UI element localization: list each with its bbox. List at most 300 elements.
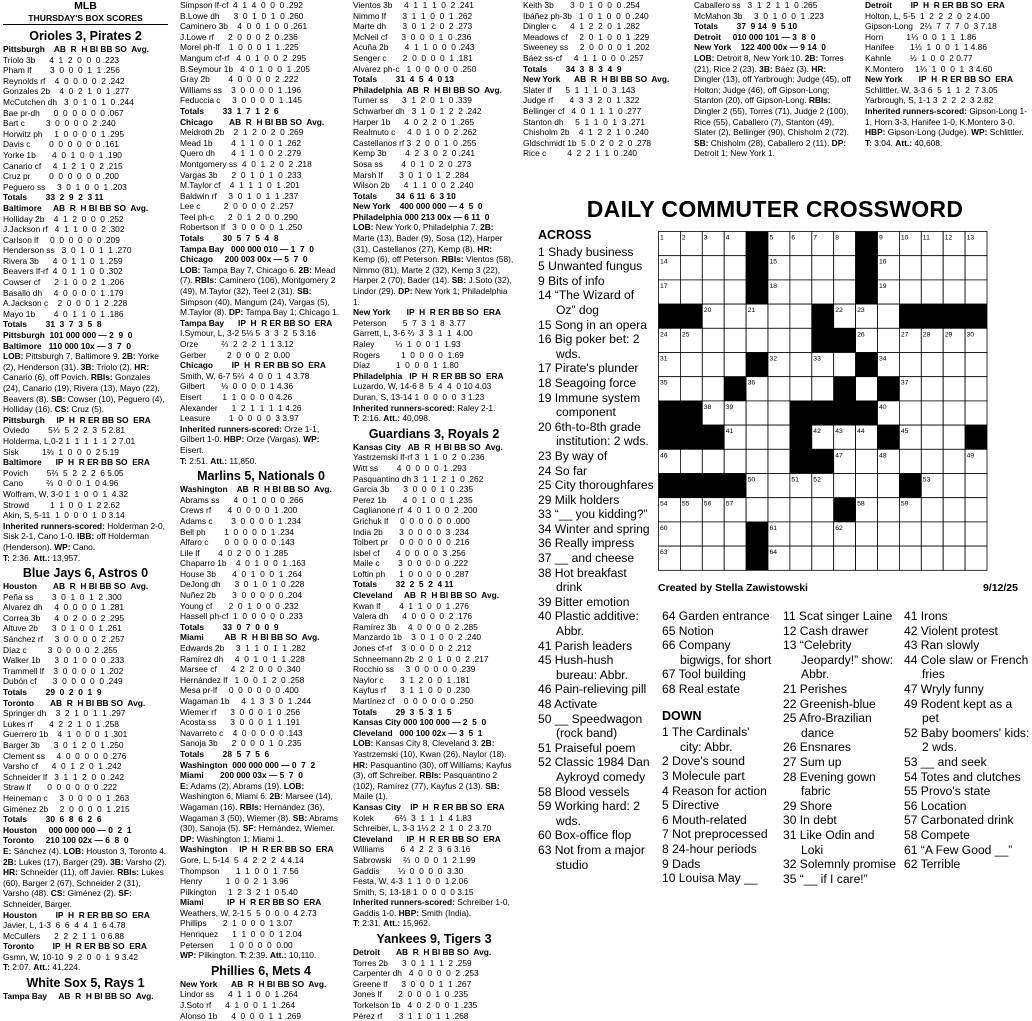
grid-cell[interactable]	[921, 546, 943, 570]
down-list	[662, 725, 774, 886]
grid-cell[interactable]	[768, 377, 790, 401]
box-column-1	[3, 26, 168, 1002]
box-line: Cruz pr 0 0 0 0 0 0 .200	[3, 171, 119, 182]
across-clue: 51 Praiseful poem	[538, 740, 636, 755]
across-clue: 5 Unwanted fungus	[538, 259, 643, 274]
cell-number: 50	[747, 476, 756, 484]
grid-cell[interactable]	[856, 474, 878, 498]
grid-cell[interactable]	[965, 401, 987, 425]
across-header: ACROSS	[538, 228, 592, 242]
across-clue: 14 “The Wizard of Oz” dog	[538, 288, 635, 317]
box-line: Williams 6 4 2 2 3 6 3.16	[353, 844, 471, 855]
grid-cell[interactable]	[790, 522, 812, 546]
grid-cell[interactable]	[834, 474, 856, 498]
box-line: Thompson 1 1 0 0 1 7.56	[180, 865, 299, 876]
box-line: Turner ss 3 1 2 0 1 0 .339	[353, 95, 472, 106]
box-line: J.Jackson rf 4 1 1 0 0 2 .302	[3, 224, 125, 235]
cell-number: 2	[681, 234, 686, 242]
box-line: Duran, S, 13-14 1 0 0 0 0 3 1.23	[353, 391, 485, 402]
grid-cell[interactable]	[768, 474, 790, 498]
box-line: McNeil cf 3 0 0 0 1 0 .236	[353, 31, 472, 42]
box-line: Heineman c 3 0 0 0 0 1 .263	[3, 792, 130, 803]
cell-number: 25	[681, 331, 690, 339]
across-clue: 63 Not from a major studio	[538, 842, 645, 872]
grid-cell[interactable]	[680, 449, 702, 473]
box-line: Oviedo 5⅓ 5 2 2 3 5 2.81	[3, 425, 125, 436]
grid-cell[interactable]	[943, 401, 965, 425]
grid-cell[interactable]	[899, 353, 921, 377]
grid-cell[interactable]	[746, 449, 768, 473]
box-line: Luzardo, W, 14-6 8 5 4 4 0 10 4.03	[353, 381, 492, 392]
grid-cell[interactable]	[680, 377, 702, 401]
grid-cell[interactable]	[768, 449, 790, 473]
grid-cell[interactable]	[724, 353, 746, 377]
across-clue: 46 Pain-relieving pill	[538, 682, 647, 697]
grid-cell[interactable]	[943, 425, 965, 449]
across-clues	[538, 228, 656, 872]
grid-cell[interactable]	[965, 280, 987, 304]
grid-cell[interactable]	[812, 498, 834, 522]
box-line: Philadelphia IP H R ER BB SO ERA	[353, 370, 504, 381]
box-line: Gldschmidt 1b 5 0 2 0 2 0 .278	[523, 137, 652, 148]
down-clue: 4 Reason for action	[662, 783, 767, 798]
grid-block	[746, 353, 768, 377]
grid-block	[680, 425, 702, 449]
box-line: Marsee cf 4 2 2 0 0 0 .340	[180, 664, 301, 675]
cell-number: 41	[725, 428, 734, 436]
game-notes: Inherited runners-scored: Orze 1-1, Gilbert 1-0. HBP: Orze (Vargas). WP: Eisert. T: 2:51. Att.: 11,850.	[180, 423, 320, 466]
box-line: Pérez rf 3 1 1 0 1 1 .268	[353, 1010, 469, 1021]
across-clue: 64 Garden entrance	[662, 609, 770, 623]
grid-cell[interactable]	[746, 425, 768, 449]
grid-block	[724, 377, 746, 401]
grid-cell[interactable]	[702, 280, 724, 304]
cell-number: 7	[813, 234, 818, 242]
across-clue: 1 Shady business	[538, 244, 634, 259]
game-notes: LOB: New York 0, Philadelphia 7. 2B: Marte (13), Bader (9), Sosa (12), Harper (31), Castellanos (27), Kemp (8). HR: Kemp (6), off Peterson. RBIs: Vientos (58), Nimmo (81), Marte 2 (32), Kemp 3 (22), Harper 2 (70), Bader (14). SB: J.Soto (32), Lindor (29). DP: New York 1; Philadelphia 1.	[353, 222, 514, 307]
down-clues-right	[904, 609, 1030, 872]
grid-cell[interactable]	[724, 256, 746, 280]
box-line: Garcia 3b 3 0 0 0 1 0 .235	[353, 484, 474, 495]
grid-cell[interactable]	[943, 474, 965, 498]
box-line: Perez 1b 4 0 1 0 0 1 .235	[353, 494, 473, 505]
grid-cell[interactable]	[702, 353, 724, 377]
box-column-2	[180, 0, 342, 1021]
grid-cell[interactable]	[856, 522, 878, 546]
across-clue: 48 Activate	[538, 697, 598, 711]
down-clue: 27 Sum up	[783, 754, 842, 769]
box-line: Torres 2b 3 0 1 1 1 2 .259	[353, 957, 472, 968]
grid-cell[interactable]	[680, 353, 702, 377]
box-line: Acosta ss 3 0 0 0 1 1 .191	[180, 717, 301, 728]
grid-cell[interactable]	[921, 280, 943, 304]
cell-number: 12	[944, 234, 953, 242]
game-notes: T: 2:07. Att.: 41,224.	[3, 962, 81, 973]
grid-cell[interactable]	[965, 256, 987, 280]
grid-cell[interactable]	[812, 546, 834, 570]
grid-cell[interactable]	[943, 256, 965, 280]
box-line: Kahnle ⅓ 1 0 0 2 0.77	[865, 52, 973, 63]
box-line: Mead 1b 4 1 1 0 0 1 .262	[180, 137, 302, 148]
across-clue: 29 Milk holders	[538, 492, 620, 507]
box-line: Eisert 1 1 0 0 0 0 4.26	[180, 391, 293, 402]
box-line: Isbel cf 4 0 0 0 0 3 .256	[353, 547, 466, 558]
box-line: Totals 34 3 8 3 4 9	[523, 63, 622, 74]
grid-cell[interactable]	[921, 401, 943, 425]
box-line: New York IP H R ER BB SO ERA	[353, 307, 501, 318]
cell-number: 3	[703, 234, 708, 242]
grid-cell[interactable]	[680, 522, 702, 546]
grid-cell[interactable]	[746, 401, 768, 425]
cell-number: 54	[660, 500, 668, 508]
down-clue: 13 “Celebrity Jeopardy!” show: Abbr.	[783, 638, 894, 682]
grid-cell[interactable]	[943, 280, 965, 304]
game-notes: LOB: Tampa Bay 7, Chicago 6. 2B: Mead (7). RBIs: Caminero (106), Montgomery 2 (49), M.Taylor (32), Teel 2 (31). SB: Simpson (40), Mangum (24), Vargas (5), M.Taylor (8). DP: Tampa Bay 1; Chicago 1.	[180, 264, 340, 318]
grid-cell[interactable]	[702, 328, 724, 352]
down-clue: 62 Terrible	[904, 857, 961, 872]
box-line: Totals 33 2 9 2 3 11	[3, 192, 104, 203]
grid-cell[interactable]	[724, 328, 746, 352]
grid-cell[interactable]	[921, 498, 943, 522]
grid-cell[interactable]	[943, 449, 965, 473]
box-line: Houston AB R H BI BB SO Avg.	[3, 581, 149, 592]
grid-cell[interactable]	[746, 328, 768, 352]
box-line: Sweeney ss 2 0 0 0 0 1 .202	[523, 42, 650, 53]
cell-number: 30	[966, 331, 975, 339]
cell-number: 39	[725, 403, 734, 411]
grid-cell[interactable]	[943, 546, 965, 570]
box-line: Miami 200 000 03x — 5 7 0	[180, 770, 303, 781]
game-notes: Inherited runners-scored: Schreiber 1-0, Gaddis 1-0. HBP: Smith (India). T: 2:31. Att.: 15,962.	[353, 897, 510, 929]
cell-number: 53	[922, 476, 931, 484]
grid-cell[interactable]	[878, 328, 900, 352]
grid-cell[interactable]	[965, 377, 987, 401]
box-line: Kolek 6⅔ 3 1 1 1 4 1.83	[353, 812, 472, 823]
box-line: Detroit IP H R ER BB SO ERA	[865, 0, 1005, 10]
box-line: Cleveland IP H R ER BB SO ERA	[353, 833, 501, 844]
box-line: Chaparro 1b 4 0 1 0 0 1 .163	[180, 558, 306, 569]
game-headline: Orioles 3, Pirates 2	[29, 29, 142, 43]
grid-cell[interactable]	[878, 522, 900, 546]
grid-cell[interactable]	[768, 401, 790, 425]
grid-cell[interactable]	[702, 256, 724, 280]
game-notes: E: Sánchez (4). LOB: Houston 3, Toronto 4. 2B: Lukes (17), Barger (29). 3B: Varsho (2). HR: Schneider (11), off Javier. RBIs: Lukes (60), Barger 2 (67), Schneider 2 (31), Varsho (48). CS: Giménez (2). SF: Schneider, Barger.	[3, 845, 167, 909]
across-clue: 59 Working hard: 2 wds.	[538, 799, 640, 828]
box-line: Guerrero 1b 4 1 0 0 0 1 .301	[3, 729, 128, 740]
grid-cell[interactable]	[812, 377, 834, 401]
box-line: Petersen 1 0 0 0 0 0.00	[180, 939, 293, 950]
box-line: Jones cf-rf 3 0 0 0 0 2 .212	[353, 643, 472, 654]
box-line: Cleveland 000 100 02x — 3 5 1	[353, 727, 483, 738]
box-line: Stanton dh 5 1 1 0 1 3 .271	[523, 116, 645, 127]
box-line: Garrett, L, 3-6 ⅔ 3 3 1 1 4.00	[353, 328, 473, 339]
grid-cell[interactable]	[768, 498, 790, 522]
game-headline: Yankees 9, Tigers 3	[376, 932, 492, 947]
box-line: Jones lf 2 0 0 0 1 0 .235	[353, 989, 468, 1000]
grid-cell[interactable]	[921, 377, 943, 401]
box-line: Alfaro c 0 0 0 0 0 0 .143	[180, 537, 295, 548]
across-clue: 24 So far	[538, 463, 588, 478]
across-clue: 19 Immune system component	[538, 390, 641, 420]
down-clue: 42 Violent protest	[904, 623, 998, 638]
box-line: Houston 000 000 000 — 0 2 1	[3, 824, 132, 835]
box-line: Totals 29 3 5 3 1 5	[353, 706, 452, 717]
game-headline: Blue Jays 6, Astros 0	[22, 566, 149, 581]
grid-cell[interactable]	[790, 328, 812, 352]
grid-cell[interactable]	[724, 449, 746, 473]
box-line: Meadows cf 2 0 1 0 0 1 .229	[523, 31, 650, 42]
box-line: Smith, S, 13-18 1 0 0 0 0 3.15	[353, 886, 474, 897]
box-line: Henry 1 0 0 2 1 3.96	[180, 876, 289, 887]
box-line: Gaddis ⅓ 0 0 0 0 3.30	[353, 865, 464, 876]
grid-cell[interactable]	[790, 256, 812, 280]
cell-number: 52	[813, 476, 821, 484]
box-line: Schneider lf 3 1 1 2 0 0 .242	[3, 771, 125, 782]
grid-cell[interactable]	[680, 546, 702, 570]
cell-number: 15	[769, 258, 778, 266]
grid-cell[interactable]	[943, 498, 965, 522]
cell-number: 17	[660, 282, 668, 290]
grid-cell[interactable]	[812, 522, 834, 546]
grid-block	[856, 280, 878, 304]
box-line: Baltimore 110 000 10x — 3 7 0	[3, 340, 132, 351]
box-line: Phillips 2 1 0 0 0 1 3.07	[180, 918, 293, 929]
grid-block	[856, 256, 878, 280]
grid-cell[interactable]	[834, 353, 856, 377]
box-column-5	[694, 0, 854, 170]
across-clue: 20 6th-to-8th grade institution: 2 wds.	[538, 419, 649, 449]
box-line: Wolfram, W, 3-0 1 1 0 0 1 4.32	[3, 488, 129, 499]
box-line: Dubón cf 3 0 0 0 0 0 .249	[3, 676, 123, 687]
box-line: Dingler c 4 1 2 2 0 1 .282	[523, 21, 640, 32]
box-line: Washington IP H R ER BB SO ERA	[180, 844, 334, 855]
box-line: Trammell lf 3 0 0 0 0 1 .202	[3, 665, 124, 676]
grid-cell[interactable]	[899, 546, 921, 570]
grid-cell[interactable]	[812, 280, 834, 304]
grid-block	[812, 449, 834, 473]
cell-number: 49	[966, 452, 975, 460]
down-clue: 31 Like Odin and Loki	[783, 827, 875, 857]
grid-cell[interactable]	[899, 522, 921, 546]
grid-cell[interactable]	[943, 353, 965, 377]
grid-block	[724, 474, 746, 498]
box-line: Chicago 200 003 00x — 5 7 0	[180, 254, 308, 265]
box-line: Gray 2b 4 0 0 0 0 2 .222	[180, 74, 299, 85]
grid-cell[interactable]	[899, 449, 921, 473]
grid-cell[interactable]	[790, 498, 812, 522]
grid-cell[interactable]	[834, 546, 856, 570]
grid-cell[interactable]	[943, 377, 965, 401]
grid-cell[interactable]	[768, 304, 790, 328]
puzzle-date: 9/12/25	[982, 582, 1018, 594]
box-line: Canario cf 4 1 2 1 0 2 .215	[3, 160, 123, 171]
grid-cell[interactable]	[702, 522, 724, 546]
grid-block	[746, 232, 768, 256]
cell-number: 6	[791, 234, 796, 242]
box-line: Yorke 1b 4 0 1 0 0 1 .190	[3, 149, 122, 160]
grid-block	[680, 474, 702, 498]
game-headline: Marlins 5, Nationals 0	[197, 469, 325, 484]
box-line: Schneemann 2b 2 0 1 0 0 2 .217	[353, 653, 489, 664]
grid-cell[interactable]	[790, 377, 812, 401]
grid-cell[interactable]	[878, 304, 900, 328]
box-line: Varsho cf 4 0 1 2 0 1 .242	[3, 761, 122, 772]
game-notes: Inherited runners-scored: Gipson-Long 1-1, Horn 3-3, Hanifee 1-0, K.Montero 3-0. HBP: Gipson-Long (Judge). WP: Schlittler. T: 3:04. Att.: 40,608.	[865, 105, 1027, 148]
grid-cell[interactable]	[680, 280, 702, 304]
box-line: Kayfus rf 3 1 1 0 0 0 .230	[353, 685, 470, 696]
cell-number: 37	[900, 379, 909, 387]
grid-cell[interactable]	[921, 353, 943, 377]
box-line: Baltimore AB R H BI BB SO Avg.	[3, 202, 149, 213]
grid-cell[interactable]	[768, 425, 790, 449]
grid-cell[interactable]	[965, 522, 987, 546]
grid-cell[interactable]	[790, 546, 812, 570]
box-line: Rogers 1 0 0 0 0 1.69	[353, 349, 464, 360]
grid-cell[interactable]	[724, 280, 746, 304]
grid-cell[interactable]	[680, 256, 702, 280]
cell-number: 59	[900, 500, 909, 508]
across-clue: 39 Bitter emotion	[538, 594, 630, 609]
grid-cell[interactable]	[965, 353, 987, 377]
box-line: Caglianone rf 4 0 1 0 0 2 .200	[353, 505, 478, 516]
grid-cell[interactable]	[724, 304, 746, 328]
grid-cell[interactable]	[746, 498, 768, 522]
grid-cell[interactable]	[856, 546, 878, 570]
across-clue: 50 __ Speedwagon (rock band)	[538, 711, 643, 741]
box-line: Chicago IP H R ER BB SO ERA	[180, 360, 326, 371]
box-line: M.Taylor cf 4 1 1 1 0 1 .201	[180, 180, 300, 191]
box-line: Leasure 1 0 0 0 0 3 3.97	[180, 413, 299, 424]
box-line: B.Seymour 1b 4 0 1 0 0 1 .205	[180, 63, 310, 74]
grid-cell[interactable]	[899, 401, 921, 425]
box-line: McCullers 2 2 2 1 1 0 6.88	[3, 930, 125, 941]
cell-number: 55	[681, 500, 690, 508]
grid-cell[interactable]	[921, 449, 943, 473]
grid-cell[interactable]	[965, 474, 987, 498]
mlb-title: MLB	[74, 0, 97, 12]
box-line: Miami IP H R ER BB SO ERA	[180, 897, 322, 908]
box-line: Báez ss-cf 4 1 1 0 0 0 .257	[523, 52, 644, 63]
box-line: Correa 3b 4 0 2 0 0 2 .295	[3, 612, 125, 623]
grid-cell[interactable]	[812, 256, 834, 280]
across-clue: 18 Seagoing force	[538, 375, 637, 390]
game-notes: LOB: Detroit 8, New York 10. 2B: Torres (21), Rice 2 (23). 3B: Báez (3). HR: Dingler (13), off Yarbrough; Judge (45), off Holton; Judge (46), off Gipson-Long; Stanton (20), off Gipson-Long. RBIs: Dingler 2 (55), Torres (71), Judge 2 (100), Rice (55), Caballero (7), Stanton (49), Slater (2), Bellinger (90), Chisholm 2 (72). SB: Chisholm (28), Caballero 2 (11). DP: Detroit 1; New York 1.	[694, 52, 851, 159]
grid-cell[interactable]	[768, 328, 790, 352]
grid-cell[interactable]	[724, 522, 746, 546]
box-line: Cowser cf 2 1 0 0 2 1 .206	[3, 277, 125, 288]
grid-cell[interactable]	[899, 256, 921, 280]
cell-number: 33	[813, 355, 821, 363]
grid-cell[interactable]	[878, 498, 900, 522]
grid-cell[interactable]	[856, 449, 878, 473]
box-line: Sánchez rf 3 0 0 0 0 2 .257	[3, 634, 125, 645]
grid-cell[interactable]	[790, 280, 812, 304]
box-line: Henderson ss 3 0 1 0 1 1 .270	[3, 245, 132, 256]
box-line: Realmuto c 4 0 1 0 0 2 .262	[353, 127, 477, 138]
grid-block	[856, 353, 878, 377]
cell-number: 44	[857, 428, 865, 436]
down-clue: 11 Scat singer Laine	[783, 609, 893, 623]
across-list	[538, 245, 656, 873]
grid-cell[interactable]	[921, 522, 943, 546]
box-line: Horwitz ph 1 0 0 0 0 1 .295	[3, 128, 125, 139]
down-clue: 22 Greenish-blue	[783, 696, 876, 711]
across-clue: 41 Parish leaders	[538, 638, 633, 653]
box-line: Triolo 3b 4 1 2 0 0 0 .223	[3, 54, 120, 65]
down-clue: 8 24-hour periods	[662, 841, 757, 856]
grid-cell[interactable]	[878, 546, 900, 570]
down-clue: 6 Mouth-related	[662, 812, 747, 827]
grid-cell[interactable]	[702, 449, 724, 473]
grid-cell[interactable]	[790, 304, 812, 328]
box-line: Adams c 3 0 0 0 0 1 .234	[180, 515, 302, 526]
box-line: J.Lowe rf 2 0 0 0 2 0 .236	[180, 31, 298, 42]
grid-cell[interactable]	[702, 377, 724, 401]
grid-cell[interactable]	[943, 522, 965, 546]
box-line: Schlittler, W, 3-3 6 5 1 1 2 7 3.05	[865, 84, 998, 95]
box-line: Totals 29 0 2 0 1 9	[3, 687, 102, 698]
box-line: Houston IP H R ER BB SO ERA	[3, 909, 150, 920]
box-line: Wagaman 1b 4 1 3 3 0 1 .244	[180, 696, 311, 706]
across-clue: 9 Bits of info	[538, 273, 605, 288]
game-notes: LOB: Kansas City 8, Cleveland 3. 2B: Yastrzemski (10), Kwan (26), Naylor (18). HR: Pasquantino (30), off Williams; Kayfus (3), off Schreiber. RBIs: Pasquantino 2 (102), Ramírez (77), Kayfus 2 (13). SB: Maile (1).	[353, 738, 512, 802]
box-line: Baltimore IP H R ER BB SO ERA	[3, 457, 150, 468]
grid-cell[interactable]	[921, 256, 943, 280]
grid-cell[interactable]	[921, 425, 943, 449]
grid-cell[interactable]	[965, 546, 987, 570]
cell-number: 19	[879, 282, 887, 290]
box-line: Cleveland AB R H BI BB SO Avg.	[353, 590, 500, 601]
grid-block	[834, 328, 856, 352]
box-line: Senger c 2 0 0 0 0 1 .181	[353, 52, 473, 63]
grid-cell[interactable]	[790, 353, 812, 377]
box-line: Lindor ss 4 1 1 0 0 1 .264	[180, 989, 298, 1000]
grid-block	[746, 256, 768, 280]
box-line: Sanoja 3b 2 0 0 0 1 0 .235	[180, 738, 302, 749]
grid-block	[659, 304, 681, 328]
box-line: New York AB R H BI BB SO Avg.	[180, 978, 327, 989]
cell-number: 64	[769, 549, 778, 557]
box-line: Springer dh 3 2 1 0 1 1 .297	[3, 708, 126, 719]
grid-block	[790, 425, 812, 449]
grid-cell[interactable]	[856, 377, 878, 401]
box-line: Totals 37 9 14 9 5 10	[694, 21, 798, 32]
grid-cell[interactable]	[834, 256, 856, 280]
box-line: J.Soto rf 4 1 0 0 1 1 .264	[180, 1000, 295, 1011]
cell-number: 35	[660, 379, 668, 387]
grid-cell[interactable]	[899, 280, 921, 304]
grid-cell[interactable]	[834, 280, 856, 304]
box-line: Pham lf 3 0 0 0 1 1 .256	[3, 65, 120, 76]
grid-cell[interactable]	[702, 546, 724, 570]
grid-cell[interactable]	[724, 546, 746, 570]
box-line: Keith 3b 3 0 1 0 0 0 .254	[523, 0, 640, 10]
box-line: Quero dh 4 1 1 0 0 2 .279	[180, 148, 302, 159]
cell-number: 46	[660, 452, 668, 460]
grid-block	[878, 425, 900, 449]
cell-number: 62	[835, 524, 843, 532]
across-clue: 67 Tool building	[662, 667, 746, 682]
across-clue: 45 Hush-hush bureau: Abbr.	[538, 653, 628, 682]
down-clue: 61 “A Few Good __”	[904, 842, 1013, 857]
box-line: Díaz 1 0 0 0 1 1.80	[353, 360, 459, 371]
author-credit: Created by Stella Zawistowski	[658, 582, 808, 594]
grid-cell[interactable]	[965, 498, 987, 522]
box-line: Tampa Bay IP H R ER BB SO ERA	[180, 317, 333, 328]
grid-cell[interactable]	[878, 474, 900, 498]
box-line: Montgomery ss 4 0 1 2 0 2 .218	[180, 158, 312, 169]
down-clue: 53 __ and seek	[904, 754, 987, 769]
